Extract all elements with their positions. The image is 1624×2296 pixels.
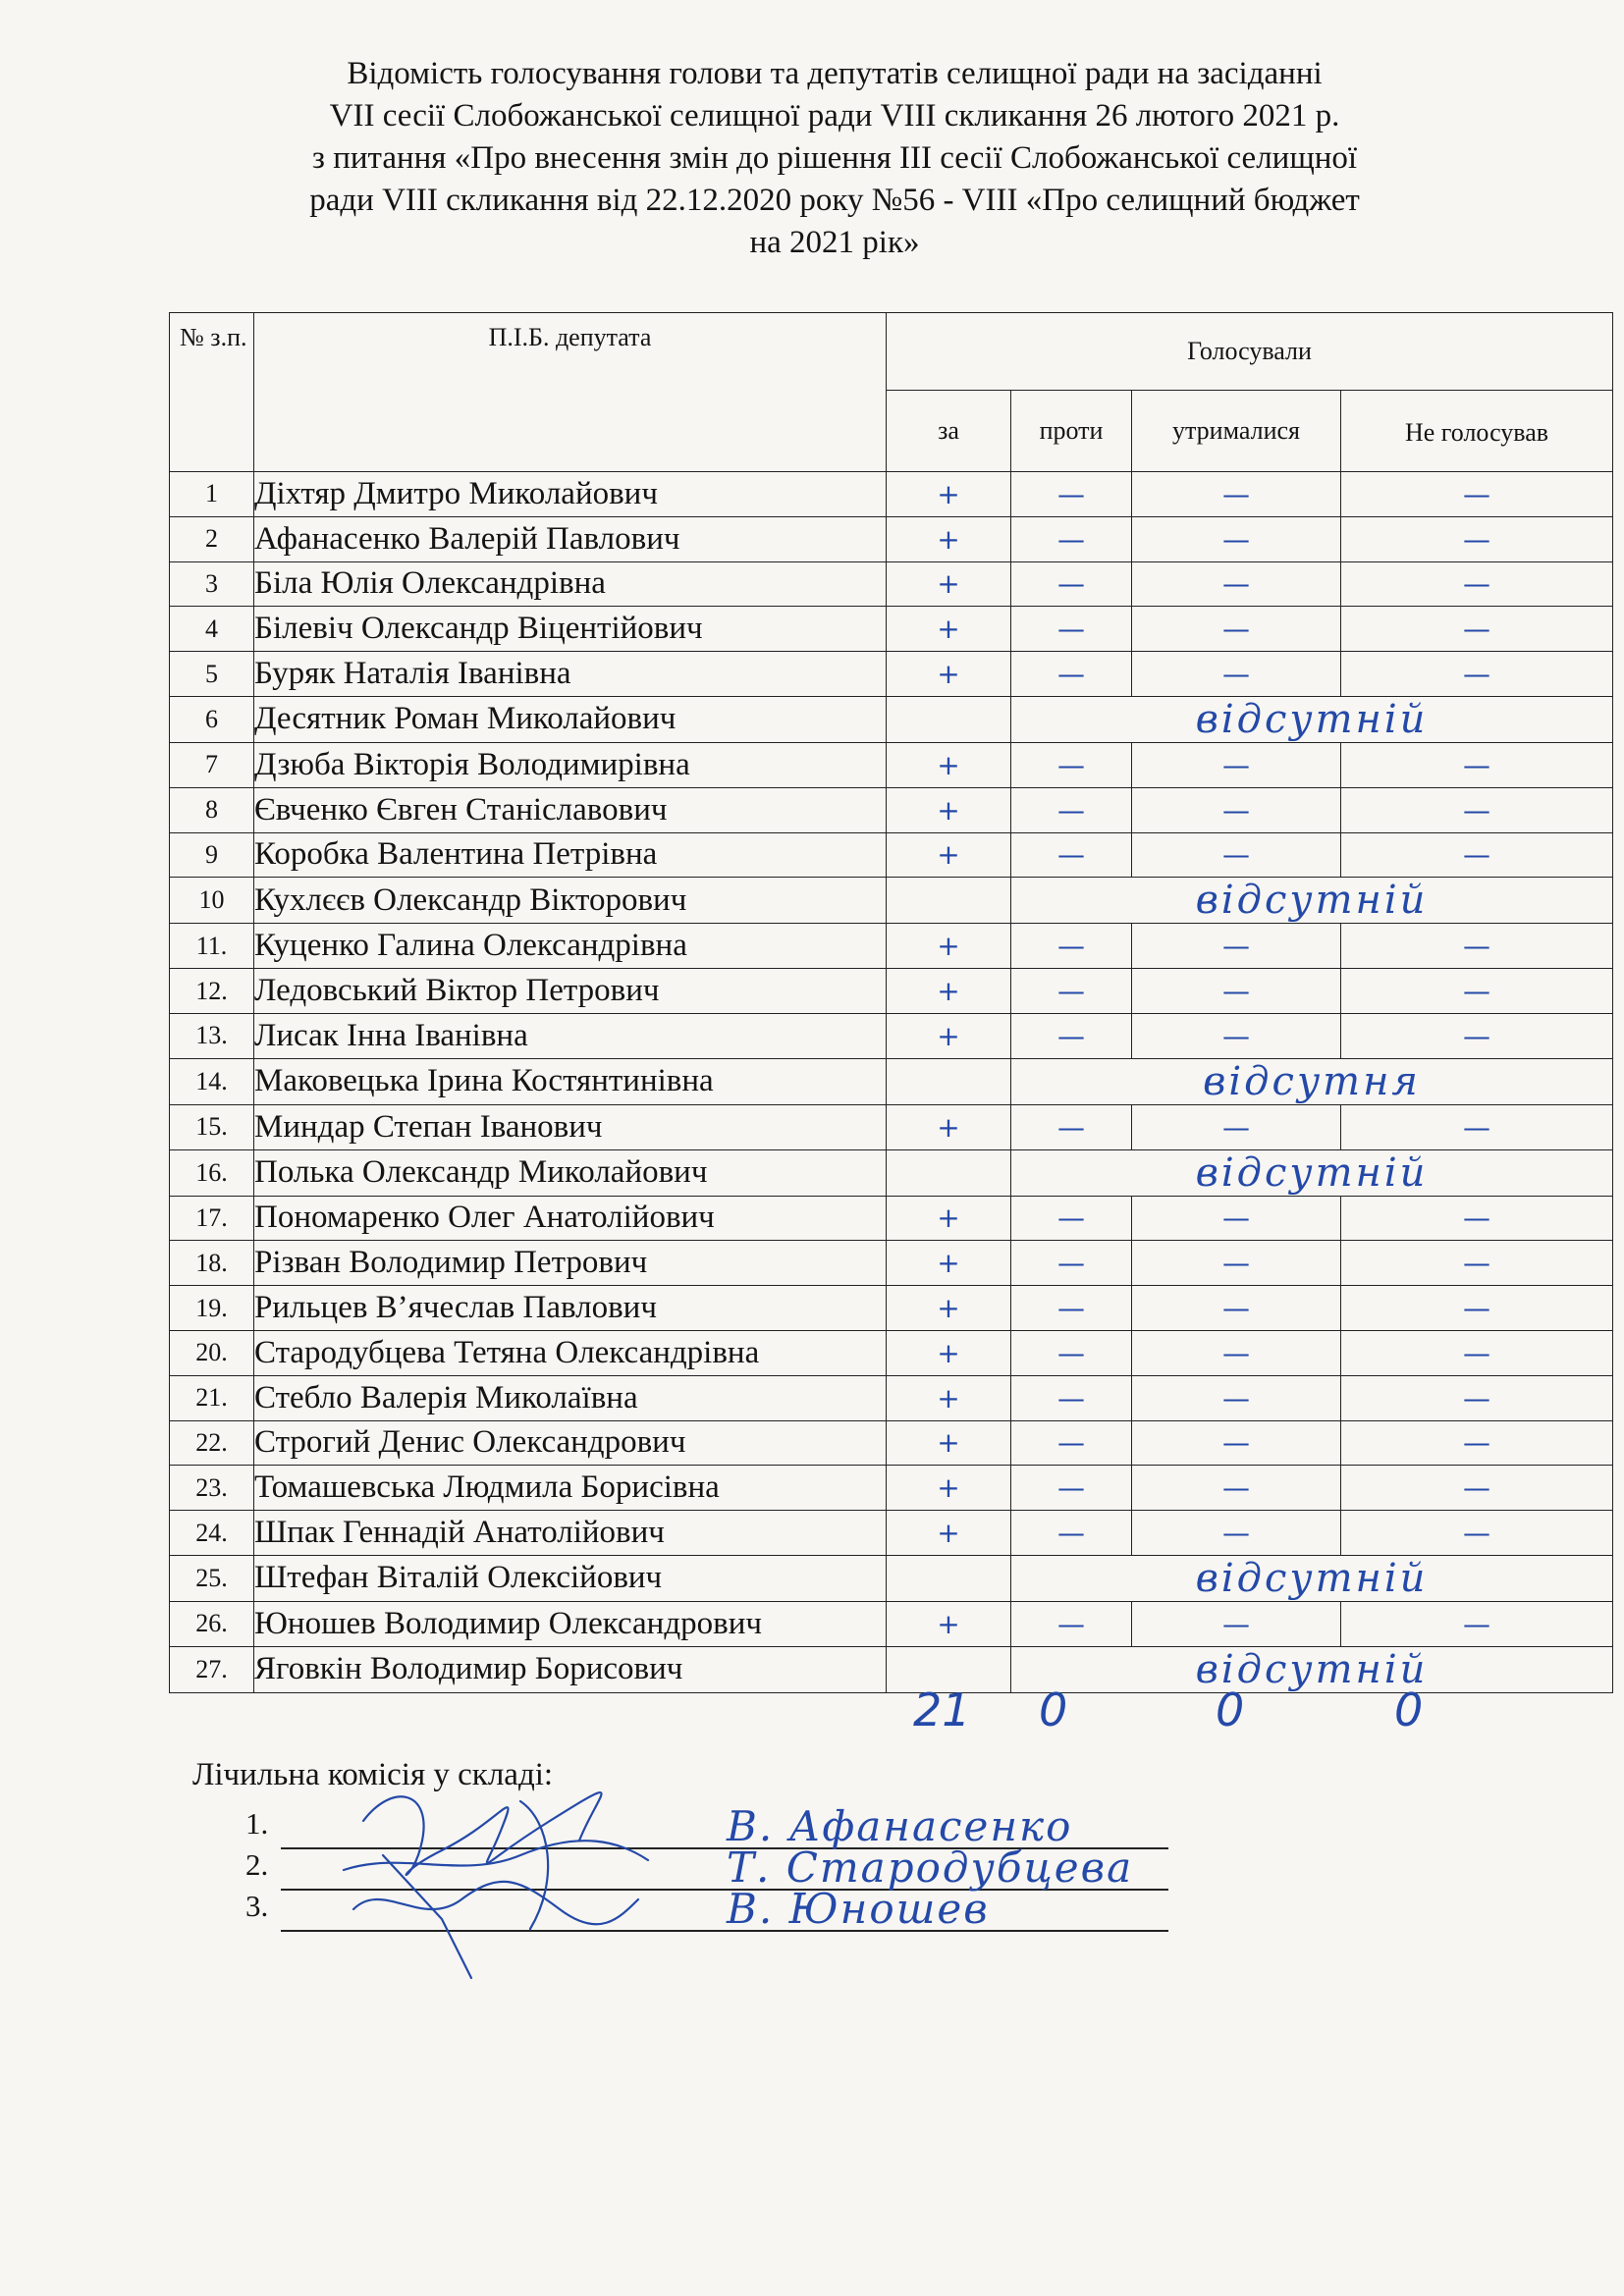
table-row bbox=[170, 472, 1613, 517]
vote-abstained: — bbox=[1132, 1286, 1341, 1331]
vote-against: — bbox=[1011, 516, 1132, 561]
deputy-name: Кухлєєв Олександр Вікторович bbox=[254, 878, 887, 924]
vote-for: + bbox=[887, 1601, 1011, 1646]
vote-abstained: — bbox=[1132, 1375, 1341, 1420]
table-row bbox=[170, 607, 1613, 652]
deputy-name: Білевіч Олександр Віцентійович bbox=[254, 607, 887, 652]
deputy-name: Діхтяр Дмитро Миколайович bbox=[254, 472, 887, 517]
vote-abstained: — bbox=[1132, 1420, 1341, 1466]
deputy-name: Рильцев В’ячеслав Павлович bbox=[254, 1286, 887, 1331]
vote-not-voted: — bbox=[1341, 1196, 1613, 1241]
vote-for: + bbox=[887, 832, 1011, 878]
header-abstained: утрималися bbox=[1132, 391, 1341, 472]
vote-against: — bbox=[1011, 742, 1132, 787]
vote-for: + bbox=[887, 969, 1011, 1014]
deputy-name: Куценко Галина Олександрівна bbox=[254, 924, 887, 969]
deputy-name: Полька Олександр Миколайович bbox=[254, 1149, 887, 1196]
deputy-name: Юношев Володимир Олександрович bbox=[254, 1601, 887, 1646]
row-number: 25. bbox=[170, 1555, 254, 1601]
table-row bbox=[170, 1196, 1613, 1241]
vote-against: — bbox=[1011, 1241, 1132, 1286]
table-row bbox=[170, 742, 1613, 787]
vote-abstained: — bbox=[1132, 787, 1341, 832]
deputy-name: Строгий Денис Олександрович bbox=[254, 1420, 887, 1466]
member-name: Т. Стародубцева bbox=[727, 1843, 1134, 1892]
vote-against: — bbox=[1011, 1420, 1132, 1466]
vote-not-voted: — bbox=[1341, 1601, 1613, 1646]
row-number: 15. bbox=[170, 1104, 254, 1149]
table-row bbox=[170, 1375, 1613, 1420]
vote-against: — bbox=[1011, 969, 1132, 1014]
vote-for bbox=[887, 696, 1011, 742]
table-row bbox=[170, 1104, 1613, 1149]
vote-abstained: — bbox=[1132, 472, 1341, 517]
vote-not-voted: — bbox=[1341, 1466, 1613, 1511]
table-row bbox=[170, 1013, 1613, 1058]
deputy-name: Лисак Інна Іванівна bbox=[254, 1013, 887, 1058]
vote-not-voted: — bbox=[1341, 1420, 1613, 1466]
table-row bbox=[170, 696, 1613, 742]
row-number: 17. bbox=[170, 1196, 254, 1241]
vote-abstained: — bbox=[1132, 561, 1341, 607]
vote-for: + bbox=[887, 1420, 1011, 1466]
vote-against: — bbox=[1011, 607, 1132, 652]
commission-label: Лічильна комісія у складі: bbox=[192, 1757, 554, 1792]
vote-abstained: — bbox=[1132, 1330, 1341, 1375]
member-index: 1. bbox=[245, 1806, 269, 1841]
vote-for bbox=[887, 1149, 1011, 1196]
vote-not-voted: — bbox=[1341, 516, 1613, 561]
vote-not-voted: — bbox=[1341, 1330, 1613, 1375]
title-line: ради VIII скликання від 22.12.2020 року №56 - VIII «Про селищний бюджет bbox=[309, 183, 1360, 218]
member-index: 2. bbox=[245, 1847, 269, 1882]
total-against: 0 bbox=[1039, 1683, 1068, 1736]
table-row bbox=[170, 787, 1613, 832]
vote-abstained: — bbox=[1132, 516, 1341, 561]
vote-abstained: — bbox=[1132, 1196, 1341, 1241]
vote-not-voted: — bbox=[1341, 787, 1613, 832]
table-row bbox=[170, 969, 1613, 1014]
deputy-name: Різван Володимир Петрович bbox=[254, 1241, 887, 1286]
vote-not-voted: — bbox=[1341, 1375, 1613, 1420]
absent-note: відсутня bbox=[1011, 1058, 1613, 1104]
vote-against: — bbox=[1011, 1104, 1132, 1149]
total-for: 21 bbox=[913, 1683, 971, 1736]
title-line: VII сесії Слобожанської селищної ради VIII скликання 26 лютого 2021 р. bbox=[329, 98, 1340, 133]
vote-not-voted: — bbox=[1341, 1286, 1613, 1331]
vote-for bbox=[887, 878, 1011, 924]
vote-for: + bbox=[887, 607, 1011, 652]
deputy-name: Дзюба Вікторія Володимирівна bbox=[254, 742, 887, 787]
row-number: 14. bbox=[170, 1058, 254, 1104]
row-number: 21. bbox=[170, 1375, 254, 1420]
row-number: 9 bbox=[170, 832, 254, 878]
header-number: № з.п. bbox=[170, 313, 254, 472]
vote-for: + bbox=[887, 1375, 1011, 1420]
row-number: 6 bbox=[170, 696, 254, 742]
row-number: 7 bbox=[170, 742, 254, 787]
deputy-name: Ледовський Віктор Петрович bbox=[254, 969, 887, 1014]
table-row bbox=[170, 1466, 1613, 1511]
member-name: В. Афанасенко bbox=[727, 1802, 1073, 1850]
title-line: Відомість голосування голови та депутатів селищної ради на засіданні bbox=[347, 56, 1323, 91]
table-row bbox=[170, 1511, 1613, 1556]
vote-for: + bbox=[887, 472, 1011, 517]
vote-abstained: — bbox=[1132, 1511, 1341, 1556]
table-row bbox=[170, 832, 1613, 878]
voting-rows bbox=[170, 472, 1613, 1693]
vote-for: + bbox=[887, 742, 1011, 787]
vote-for: + bbox=[887, 516, 1011, 561]
vote-not-voted: — bbox=[1341, 1511, 1613, 1556]
vote-not-voted: — bbox=[1341, 472, 1613, 517]
row-number: 27. bbox=[170, 1646, 254, 1692]
document-title bbox=[187, 53, 1483, 264]
row-number: 2 bbox=[170, 516, 254, 561]
vote-abstained: — bbox=[1132, 742, 1341, 787]
vote-abstained: — bbox=[1132, 1241, 1341, 1286]
vote-abstained: — bbox=[1132, 652, 1341, 697]
row-number: 13. bbox=[170, 1013, 254, 1058]
vote-against: — bbox=[1011, 652, 1132, 697]
vote-against: — bbox=[1011, 787, 1132, 832]
vote-for: + bbox=[887, 1196, 1011, 1241]
header-for: за bbox=[887, 391, 1011, 472]
total-abstained: 0 bbox=[1216, 1683, 1245, 1736]
vote-abstained: — bbox=[1132, 832, 1341, 878]
vote-for: + bbox=[887, 561, 1011, 607]
vote-not-voted: — bbox=[1341, 832, 1613, 878]
title-line: на 2021 рік» bbox=[749, 225, 920, 260]
vote-for: + bbox=[887, 787, 1011, 832]
row-number: 20. bbox=[170, 1330, 254, 1375]
vote-not-voted: — bbox=[1341, 742, 1613, 787]
row-number: 3 bbox=[170, 561, 254, 607]
vote-not-voted: — bbox=[1341, 1013, 1613, 1058]
deputy-name: Десятник Роман Миколайович bbox=[254, 696, 887, 742]
header-against: проти bbox=[1011, 391, 1132, 472]
vote-against: — bbox=[1011, 1196, 1132, 1241]
vote-for: + bbox=[887, 1241, 1011, 1286]
deputy-name: Томашевська Людмила Борисівна bbox=[254, 1466, 887, 1511]
vote-not-voted: — bbox=[1341, 561, 1613, 607]
vote-for: + bbox=[887, 1104, 1011, 1149]
vote-abstained: — bbox=[1132, 1013, 1341, 1058]
vote-abstained: — bbox=[1132, 1104, 1341, 1149]
header-not-voted: Не голосував bbox=[1341, 391, 1613, 472]
vote-abstained: — bbox=[1132, 924, 1341, 969]
vote-for: + bbox=[887, 1286, 1011, 1331]
table-row bbox=[170, 561, 1613, 607]
vote-for: + bbox=[887, 1013, 1011, 1058]
vote-not-voted: — bbox=[1341, 924, 1613, 969]
vote-against: — bbox=[1011, 561, 1132, 607]
vote-against: — bbox=[1011, 1511, 1132, 1556]
voting-table bbox=[169, 312, 1613, 1693]
table-row bbox=[170, 516, 1613, 561]
vote-against: — bbox=[1011, 1330, 1132, 1375]
table-row bbox=[170, 652, 1613, 697]
vote-not-voted: — bbox=[1341, 607, 1613, 652]
row-number: 23. bbox=[170, 1466, 254, 1511]
vote-against: — bbox=[1011, 472, 1132, 517]
row-number: 10 bbox=[170, 878, 254, 924]
header-name: П.І.Б. депутата bbox=[254, 313, 887, 472]
header-voted: Голосували bbox=[887, 313, 1613, 391]
row-number: 26. bbox=[170, 1601, 254, 1646]
vote-for: + bbox=[887, 1330, 1011, 1375]
member-name: В. Юношев bbox=[727, 1885, 990, 1933]
member-index: 3. bbox=[245, 1889, 269, 1923]
vote-abstained: — bbox=[1132, 1601, 1341, 1646]
deputy-name: Буряк Наталія Іванівна bbox=[254, 652, 887, 697]
deputy-name: Яговкін Володимир Борисович bbox=[254, 1646, 887, 1692]
vote-for: + bbox=[887, 1466, 1011, 1511]
row-number: 5 bbox=[170, 652, 254, 697]
vote-not-voted: — bbox=[1341, 652, 1613, 697]
total-not-voted: 0 bbox=[1394, 1683, 1424, 1736]
row-number: 24. bbox=[170, 1511, 254, 1556]
table-row bbox=[170, 1330, 1613, 1375]
deputy-name: Біла Юлія Олександрівна bbox=[254, 561, 887, 607]
row-number: 8 bbox=[170, 787, 254, 832]
row-number: 12. bbox=[170, 969, 254, 1014]
row-number: 22. bbox=[170, 1420, 254, 1466]
deputy-name: Маковецька Ірина Костянтинівна bbox=[254, 1058, 887, 1104]
row-number: 16. bbox=[170, 1149, 254, 1196]
deputy-name: Афанасенко Валерій Павлович bbox=[254, 516, 887, 561]
vote-against: — bbox=[1011, 1375, 1132, 1420]
row-number: 19. bbox=[170, 1286, 254, 1331]
absent-note: відсутній bbox=[1011, 1149, 1613, 1196]
vote-for: + bbox=[887, 652, 1011, 697]
row-number: 18. bbox=[170, 1241, 254, 1286]
row-number: 11. bbox=[170, 924, 254, 969]
row-number: 4 bbox=[170, 607, 254, 652]
table-row bbox=[170, 1555, 1613, 1601]
table-row bbox=[170, 878, 1613, 924]
vote-not-voted: — bbox=[1341, 1241, 1613, 1286]
absent-note: відсутній bbox=[1011, 878, 1613, 924]
table-row bbox=[170, 1149, 1613, 1196]
table-row bbox=[170, 924, 1613, 969]
absent-note: відсутній bbox=[1011, 696, 1613, 742]
signature-scribble-icon bbox=[324, 1762, 677, 1988]
vote-against: — bbox=[1011, 1286, 1132, 1331]
vote-not-voted: — bbox=[1341, 969, 1613, 1014]
row-number: 1 bbox=[170, 472, 254, 517]
deputy-name: Миндар Степан Іванович bbox=[254, 1104, 887, 1149]
vote-totals bbox=[0, 1683, 1624, 1742]
table-row bbox=[170, 1058, 1613, 1104]
deputy-name: Шпак Геннадій Анатолійович bbox=[254, 1511, 887, 1556]
vote-for: + bbox=[887, 924, 1011, 969]
vote-against: — bbox=[1011, 924, 1132, 969]
absent-note: відсутній bbox=[1011, 1555, 1613, 1601]
table-row bbox=[170, 1420, 1613, 1466]
vote-against: — bbox=[1011, 1601, 1132, 1646]
vote-abstained: — bbox=[1132, 1466, 1341, 1511]
title-line: з питання «Про внесення змін до рішення ІІІ сесії Слобожанської селищної bbox=[311, 140, 1358, 176]
table-row bbox=[170, 1241, 1613, 1286]
vote-against: — bbox=[1011, 1466, 1132, 1511]
vote-against: — bbox=[1011, 1013, 1132, 1058]
absent-note: відсутній bbox=[1011, 1646, 1613, 1692]
vote-not-voted: — bbox=[1341, 1104, 1613, 1149]
vote-against: — bbox=[1011, 832, 1132, 878]
vote-for bbox=[887, 1555, 1011, 1601]
table-row bbox=[170, 1286, 1613, 1331]
vote-for: + bbox=[887, 1511, 1011, 1556]
deputy-name: Штефан Віталій Олексійович bbox=[254, 1555, 887, 1601]
deputy-name: Стародубцева Тетяна Олександрівна bbox=[254, 1330, 887, 1375]
deputy-name: Стебло Валерія Миколаївна bbox=[254, 1375, 887, 1420]
deputy-name: Коробка Валентина Петрівна bbox=[254, 832, 887, 878]
vote-for bbox=[887, 1058, 1011, 1104]
deputy-name: Євченко Євген Станіславович bbox=[254, 787, 887, 832]
vote-abstained: — bbox=[1132, 969, 1341, 1014]
table-row bbox=[170, 1601, 1613, 1646]
vote-abstained: — bbox=[1132, 607, 1341, 652]
deputy-name: Пономаренко Олег Анатолійович bbox=[254, 1196, 887, 1241]
